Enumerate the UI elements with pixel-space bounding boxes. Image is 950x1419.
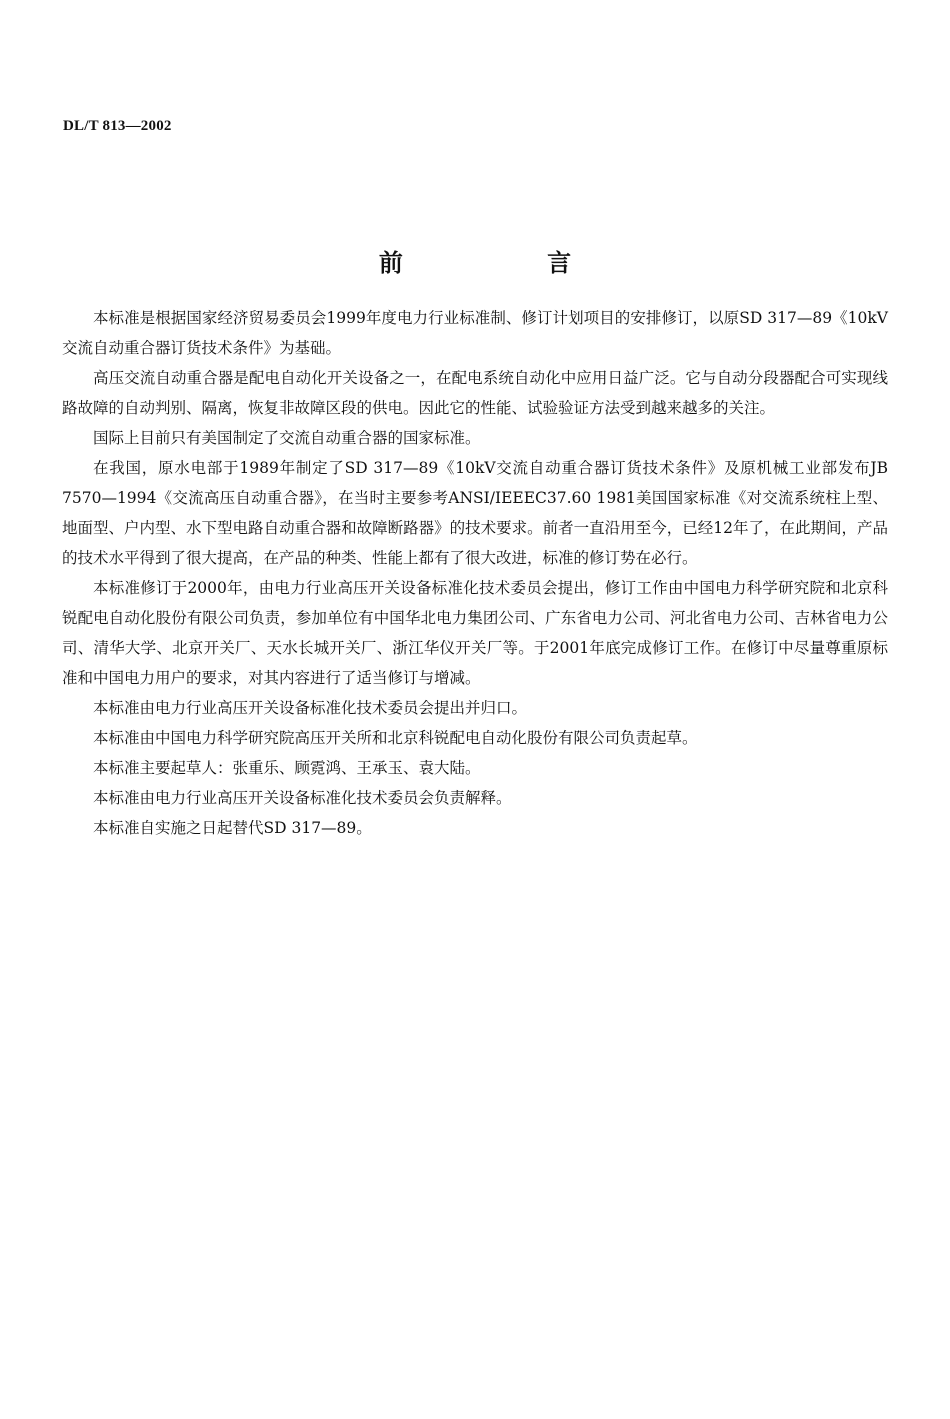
paragraph: 在我国，原水电部于1989年制定了SD 317—89《10kV交流自动重合器订货技术条件》及原机械工业部发布JB 7570—1994《交流高压自动重合器》，在当时主要参考ANSI/IEEEC37.60 1981美国国家标准《对交流系统柱上型、地面型、户内型、水下型电路自动重合器和故障断路器》的技术要求。前者一直沿用至今，已经12年了，在此期间，产品的技术水平得到了很大提高，在产品的种类、性能上都有了很大改进，标准的修订势在必行。 — [62, 459, 888, 567]
paragraph: 国际上目前只有美国制定了交流自动重合器的国家标准。 — [93, 429, 481, 447]
paragraph: 本标准由电力行业高压开关设备标准化技术委员会负责解释。 — [93, 789, 512, 807]
foreword-body — [62, 303, 888, 843]
paragraph: 本标准是根据国家经济贸易委员会1999年度电力行业标准制、修订计划项目的安排修订，以原SD 317—89《10kV交流自动重合器订货技术条件》为基础。 — [62, 309, 888, 357]
paragraph: 本标准由中国电力科学研究院高压开关所和北京科锐配电自动化股份有限公司负责起草。 — [93, 729, 698, 747]
paragraph: 本标准由电力行业高压开关设备标准化技术委员会提出并归口。 — [93, 699, 528, 717]
document-code: DL/T 813—2002 — [63, 118, 172, 134]
paragraph: 本标准修订于2000年，由电力行业高压开关设备标准化技术委员会提出，修订工作由中国电力科学研究院和北京科锐配电自动化股份有限公司负责，参加单位有中国华北电力集团公司、广东省电力公司、河北省电力公司、吉林省电力公司、清华大学、北京开关厂、天水长城开关厂、浙江华仪开关厂等。于2001年底完成修订工作。在修订中尽量尊重原标准和中国电力用户的要求，对其内容进行了适当修订与增减。 — [62, 579, 888, 687]
paragraph: 本标准主要起草人：张重乐、顾霓鸿、王承玉、袁大陆。 — [93, 759, 481, 777]
page-title: 前 言 — [378, 249, 640, 277]
paragraph: 本标准自实施之日起替代SD 317—89。 — [93, 819, 372, 837]
paragraph: 高压交流自动重合器是配电自动化开关设备之一，在配电系统自动化中应用日益广泛。它与自动分段器配合可实现线路故障的自动判别、隔离，恢复非故障区段的供电。因此它的性能、试验验证方法受到越来越多的关注。 — [62, 369, 888, 417]
